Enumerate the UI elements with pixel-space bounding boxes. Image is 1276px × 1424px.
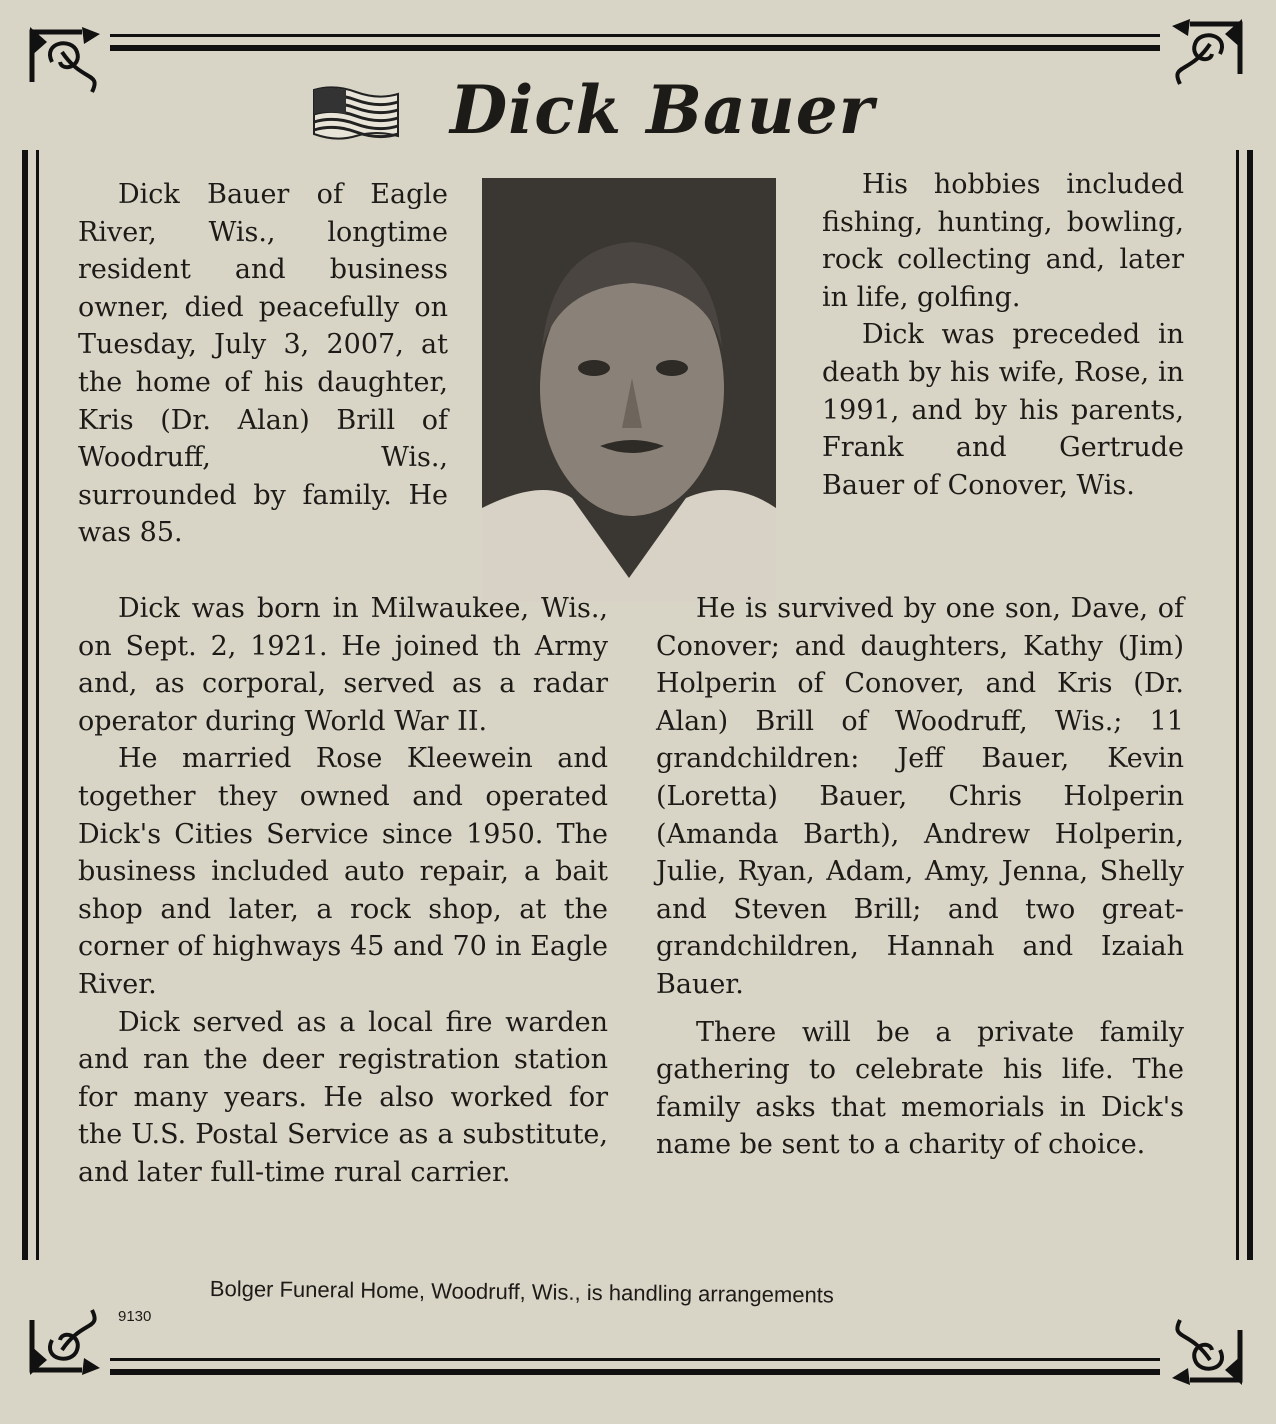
paragraph: There will be a private family gathering to celebrate his life. The family asks that memorials in Dick's name be sent to a charity of choice. (656, 1016, 1184, 1161)
column-right-top (822, 166, 1184, 504)
corner-flourish-icon (1150, 1290, 1250, 1390)
border-top (110, 34, 1160, 51)
ad-code: 9130 (118, 1308, 152, 1325)
paragraph: He married Rose Kleewein and together they owned and operated Dick's Cities Service since 1950. The business included auto repair, a bait shop and later, a rock shop, at the corner of highways 45 and 70 in Eagle River. (78, 743, 608, 1000)
border-left (22, 150, 39, 1260)
paragraph: Dick was born in Milwaukee, Wis., on Sept. 2, 1921. He joined th Army and, as corporal, served as a radar operator during World War II. (78, 593, 608, 737)
paragraph: He is survived by one son, Dave, of Conover; and daughters, Kathy (Jim) Holperin of Conover, and Kris (Dr. Alan) Brill of Woodruff, Wis.; 11 grandchildren: Jeff Bauer, Kevin (Loretta) Bauer, Chris Holperin (Amanda Barth), Andrew Holperin, Julie, Ryan, Adam, Amy, Jenna, Shelly and Steven Brill; and two great-grandchildren, Hannah and Izaiah Bauer. (656, 593, 1184, 1000)
column-right (656, 590, 1184, 1164)
american-flag-icon (310, 84, 402, 144)
paragraph: Dick served as a local fire warden and ran the deer registration station for many years. He also worked for the U.S. Postal Service as a substitute, and later full-time rural carrier. (78, 1006, 608, 1188)
page-title: Dick Bauer (450, 71, 875, 149)
corner-flourish-icon (1150, 14, 1250, 114)
paragraph: Dick Bauer of Eagle River, Wis., longtime resident and business owner, died peacefully on Tuesday, July 3, 2007, at the home of his daughter, Kris (Dr. Alan) Brill of Woodruff, Wis., surrounded by family. He was 85. (78, 179, 448, 549)
corner-flourish-icon (22, 22, 122, 122)
corner-flourish-icon (22, 1280, 122, 1380)
border-right (1236, 150, 1253, 1260)
paragraph: His hobbies included fishing, hunting, bowling, rock collecting and, later in life, golfing. (822, 169, 1184, 313)
funeral-home-notice: Bolger Funeral Home, Woodruff, Wis., is handling arrangements (209, 1276, 835, 1308)
portrait-photo (482, 178, 776, 602)
border-bottom (110, 1358, 1160, 1375)
column-intro (78, 176, 448, 552)
column-left (78, 590, 608, 1192)
header (300, 70, 875, 150)
paragraph: Dick was preceded in death by his wife, Rose, in 1991, and by his parents, Frank and Gertrude Bauer of Conover, Wis. (822, 319, 1184, 501)
